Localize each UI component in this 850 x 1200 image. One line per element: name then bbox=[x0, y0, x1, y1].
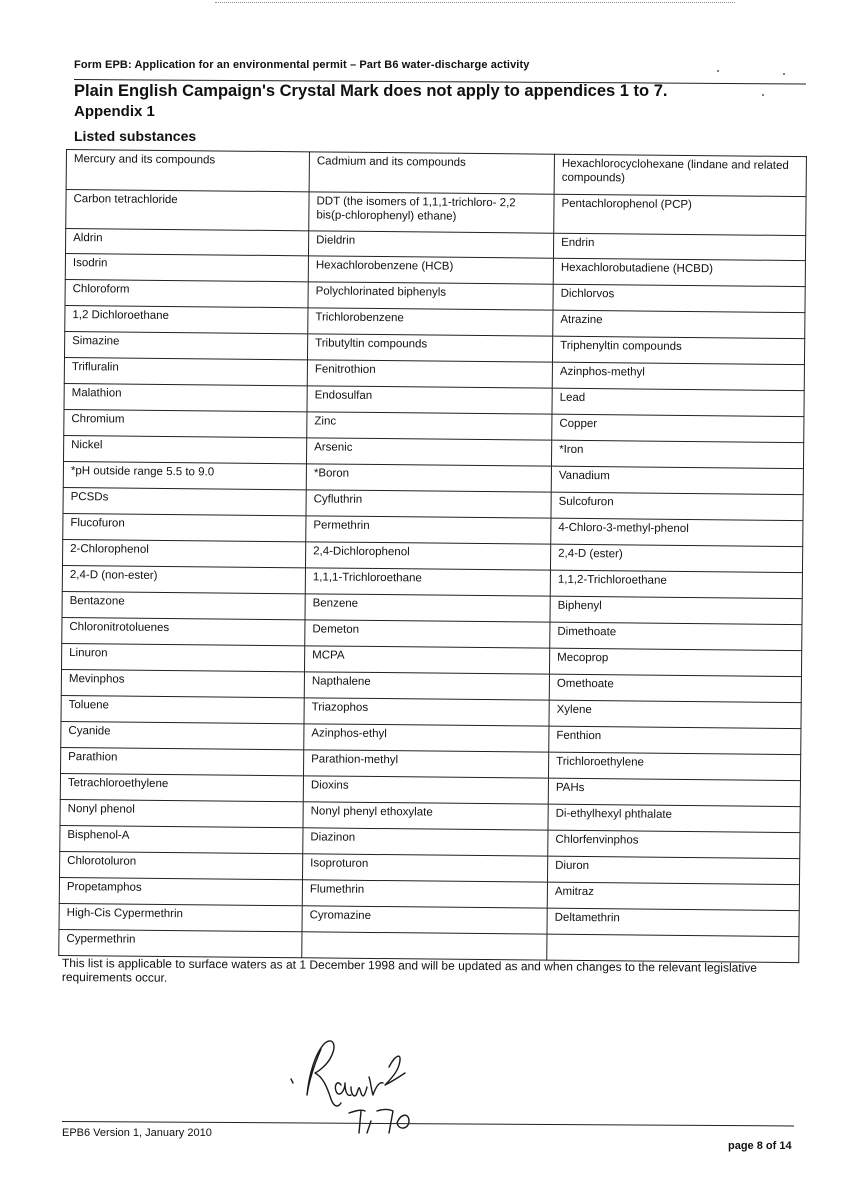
scan-artifact-top bbox=[215, 2, 735, 3]
handwritten-signature bbox=[285, 1015, 445, 1140]
table-cell: Cadmium and its compounds bbox=[309, 152, 554, 194]
table-cell: Endosulfan bbox=[307, 386, 552, 414]
table-cell: Cyanide bbox=[61, 721, 304, 749]
table-cell: Fenthion bbox=[549, 726, 801, 754]
table-cell: Xylene bbox=[549, 700, 801, 728]
table-cell: Bisphenol-A bbox=[60, 825, 303, 853]
table-cell: Chlorfenvinphos bbox=[548, 830, 800, 858]
table-cell: Cypermethrin bbox=[59, 929, 302, 957]
section-heading: Listed substances bbox=[74, 128, 197, 144]
table-cell: Dimethoate bbox=[550, 622, 802, 650]
table-cell: Azinphos-ethyl bbox=[304, 724, 549, 752]
substances-table-wrapper bbox=[58, 149, 806, 963]
table-cell: Mercury and its compounds bbox=[66, 150, 309, 192]
table-cell: Parathion bbox=[61, 747, 304, 775]
table-cell: Fenitrothion bbox=[307, 360, 552, 388]
table-cell: Tributyltin compounds bbox=[307, 334, 552, 362]
table-cell: 2,4-D (ester) bbox=[550, 544, 802, 572]
table-cell: Nonyl phenol bbox=[60, 799, 303, 827]
table-cell: Atrazine bbox=[553, 310, 805, 338]
appendix-heading: Appendix 1 bbox=[74, 103, 155, 120]
table-cell: Isoproturon bbox=[302, 854, 547, 882]
table-cell: Zinc bbox=[307, 412, 552, 440]
table-cell: Cyromazine bbox=[302, 906, 547, 934]
table-cell: Dichlorvos bbox=[553, 284, 805, 312]
table-cell: Malathion bbox=[64, 383, 307, 411]
table-cell: Parathion-methyl bbox=[303, 750, 548, 778]
table-cell: Mevinphos bbox=[61, 669, 304, 697]
table-cell: Demeton bbox=[305, 620, 550, 648]
table-cell: Chloronitrotoluenes bbox=[62, 617, 305, 645]
table-cell: 1,1,1-Trichloroethane bbox=[305, 568, 550, 596]
table-cell: Endrin bbox=[553, 233, 805, 260]
signature-drawing bbox=[285, 1015, 445, 1135]
table-cell: High-Cis Cypermethrin bbox=[59, 903, 302, 931]
table-cell: Diazinon bbox=[303, 828, 548, 856]
applicability-note: This list is applicable to surface waters as at 1 December 1998 and will be updated as and when changes to the relevant legislative requirements occur. bbox=[61, 956, 758, 985]
table-cell: Deltamethrin bbox=[547, 908, 799, 936]
table-cell: Simazine bbox=[64, 331, 307, 359]
table-cell: Triazophos bbox=[304, 698, 549, 726]
table-cell: Polychlorinated biphenyls bbox=[308, 282, 553, 310]
table-row bbox=[66, 150, 806, 197]
scan-speck bbox=[717, 70, 719, 72]
table-cell: Trichloroethylene bbox=[548, 752, 800, 780]
table-cell: Propetamphos bbox=[59, 877, 302, 905]
table-cell: PAHs bbox=[548, 778, 800, 806]
footer-page-number: page 8 of 14 bbox=[728, 1140, 792, 1152]
table-cell: Hexachlorobenzene (HCB) bbox=[308, 256, 553, 284]
table-cell: Carbon tetrachloride bbox=[66, 190, 309, 231]
table-cell: MCPA bbox=[304, 646, 549, 674]
table-cell: Trichlorobenzene bbox=[308, 308, 553, 336]
scan-speck bbox=[783, 73, 785, 75]
table-cell: Nickel bbox=[64, 435, 307, 463]
table-cell: Linuron bbox=[62, 643, 305, 671]
table-cell: Chloroform bbox=[65, 279, 308, 307]
table-cell: Trifluralin bbox=[64, 357, 307, 385]
table-cell: Nonyl phenyl ethoxylate bbox=[303, 802, 548, 830]
table-cell bbox=[302, 932, 547, 960]
table-cell: 2,4-Dichlorophenol bbox=[305, 542, 550, 570]
table-cell: 4-Chloro-3-methyl-phenol bbox=[551, 518, 803, 546]
table-cell: Sulcofuron bbox=[551, 492, 803, 520]
form-title: Form EPB: Application for an environmental permit – Part B6 water-discharge activity bbox=[74, 59, 530, 71]
table-cell: Di-ethylhexyl phthalate bbox=[548, 804, 800, 832]
scan-speck bbox=[762, 94, 764, 96]
table-cell: Bentazone bbox=[62, 591, 305, 619]
table-cell: PCSDs bbox=[63, 487, 306, 515]
table-cell: Copper bbox=[552, 414, 804, 442]
table-cell: Azinphos-methyl bbox=[552, 362, 804, 390]
table-cell: Isodrin bbox=[65, 253, 308, 281]
table-cell: *pH outside range 5.5 to 9.0 bbox=[63, 461, 306, 489]
table-cell: Chromium bbox=[64, 409, 307, 437]
listed-substances-table bbox=[58, 149, 807, 963]
table-cell: Dioxins bbox=[303, 776, 548, 804]
table-cell: Lead bbox=[552, 388, 804, 416]
table-cell: Triphenyltin compounds bbox=[552, 336, 804, 364]
table-cell: Toluene bbox=[61, 695, 304, 723]
table-cell: Amitraz bbox=[547, 882, 799, 910]
table-cell: Flucofuron bbox=[63, 513, 306, 541]
table-cell: Tetrachloroethylene bbox=[60, 773, 303, 801]
table-cell: Mecoprop bbox=[549, 648, 801, 676]
table-cell: 2-Chlorophenol bbox=[63, 539, 306, 567]
table-cell: Flumethrin bbox=[302, 880, 547, 908]
table-cell: 2,4-D (non-ester) bbox=[62, 565, 305, 593]
table-cell: Omethoate bbox=[549, 674, 801, 702]
table-cell: Aldrin bbox=[65, 229, 308, 256]
table-cell: Napthalene bbox=[304, 672, 549, 700]
table-cell: Cyfluthrin bbox=[306, 490, 551, 518]
table-cell: Biphenyl bbox=[550, 596, 802, 624]
table-cell: *Boron bbox=[306, 464, 551, 492]
table-cell: *Iron bbox=[551, 440, 803, 468]
table-cell bbox=[547, 934, 799, 962]
table-cell: Dieldrin bbox=[308, 231, 553, 258]
footer-version: EPB6 Version 1, January 2010 bbox=[62, 1127, 212, 1139]
table-cell: DDT (the isomers of 1,1,1-trichloro- 2,2 bis(p-chlorophenyl) ethane) bbox=[309, 192, 554, 233]
table-cell: Diuron bbox=[547, 856, 799, 884]
table-cell: 1,2 Dichloroethane bbox=[65, 305, 308, 333]
table-cell: Benzene bbox=[305, 594, 550, 622]
table-cell: Chlorotoluron bbox=[60, 851, 303, 879]
table-cell: 1,1,2-Trichloroethane bbox=[550, 570, 802, 598]
table-cell: Hexachlorocyclohexane (lindane and related compounds) bbox=[554, 154, 806, 196]
crystal-mark-notice: Plain English Campaign's Crystal Mark does not apply to appendices 1 to 7. bbox=[74, 82, 668, 100]
table-cell: Permethrin bbox=[306, 516, 551, 544]
table-cell: Hexachlorobutadiene (HCBD) bbox=[553, 258, 805, 286]
table-cell: Arsenic bbox=[306, 438, 551, 466]
table-cell: Pentachlorophenol (PCP) bbox=[554, 194, 806, 235]
table-cell: Vanadium bbox=[551, 466, 803, 494]
